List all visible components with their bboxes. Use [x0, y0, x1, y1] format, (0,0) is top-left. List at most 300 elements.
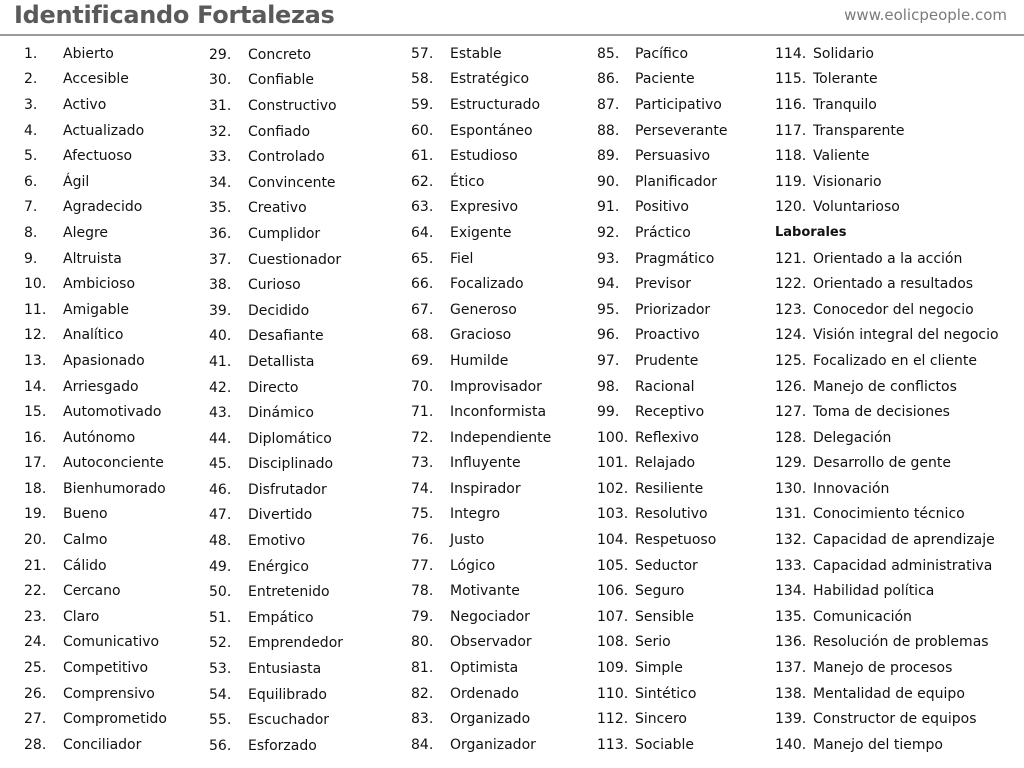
list-item-label: Enérgico	[248, 558, 309, 575]
list-item	[775, 271, 999, 297]
list-item	[24, 451, 167, 477]
list-item-number: 14.	[24, 378, 47, 395]
list-item-label: Estructurado	[450, 96, 541, 113]
list-item-number: 74.	[411, 480, 434, 497]
list-item-number: 88.	[597, 122, 620, 139]
list-item-number: 24.	[24, 634, 47, 651]
strengths-column-4	[597, 41, 727, 758]
list-item	[411, 732, 551, 758]
list-item-label: Agradecido	[63, 199, 143, 216]
list-item	[411, 41, 551, 67]
list-item-number: 63.	[411, 199, 434, 216]
list-item-number: 79.	[411, 608, 434, 625]
list-item-number: 8.	[24, 224, 38, 241]
list-item-label: Humilde	[450, 352, 509, 369]
list-item-label: Prudente	[635, 352, 699, 369]
list-item	[209, 272, 343, 298]
list-item	[597, 118, 727, 144]
list-item-number: 46.	[209, 481, 232, 498]
list-item-label: Cumplidor	[248, 225, 321, 242]
list-item	[24, 67, 167, 93]
list-item-label: Comprometido	[63, 711, 167, 728]
list-item	[209, 298, 343, 324]
list-item-label: Seguro	[635, 583, 685, 600]
list-item-label: Estudioso	[450, 148, 518, 165]
list-item-label: Entretenido	[248, 584, 330, 601]
list-item-label: Comunicación	[813, 608, 912, 625]
list-item-label: Negociador	[450, 608, 530, 625]
list-item	[411, 655, 551, 681]
list-item-label: Relajado	[635, 455, 696, 472]
list-item	[775, 732, 999, 758]
list-item	[597, 143, 727, 169]
list-item	[597, 630, 727, 656]
list-item-number: 80.	[411, 634, 434, 651]
list-item	[597, 67, 727, 93]
list-item-number: 22.	[24, 583, 47, 600]
list-item-label: Controlado	[248, 149, 325, 166]
list-item-number: 110.	[597, 685, 629, 702]
list-item-label: Independiente	[450, 429, 552, 446]
list-item	[775, 425, 999, 451]
list-item-label: Detallista	[248, 353, 315, 370]
list-item	[24, 143, 167, 169]
list-item-label: Tolerante	[813, 71, 878, 88]
list-item-number: 98.	[597, 378, 620, 395]
list-item-number: 100.	[597, 429, 629, 446]
list-item-number: 85.	[597, 45, 620, 62]
list-item-number: 18.	[24, 480, 47, 497]
list-item-label: Inconformista	[450, 404, 547, 421]
list-item	[24, 578, 167, 604]
list-item-label: Desarrollo de gente	[813, 455, 952, 472]
list-item	[24, 118, 167, 144]
list-item	[209, 119, 343, 145]
list-item-label: Reflexivo	[635, 429, 699, 446]
list-item	[597, 246, 727, 272]
list-item	[411, 527, 551, 553]
list-item-label: Participativo	[635, 96, 722, 113]
list-item-number: 120.	[775, 199, 807, 216]
list-item	[775, 323, 999, 349]
list-item-number: 70.	[411, 378, 434, 395]
list-item-number: 112.	[597, 711, 629, 728]
list-item-number: 13.	[24, 352, 47, 369]
list-item	[209, 707, 343, 733]
list-item-label: Toma de decisiones	[813, 404, 950, 421]
list-item	[209, 170, 343, 196]
list-item-label: Organizado	[450, 711, 531, 728]
list-item-number: 91.	[597, 199, 620, 216]
list-item-label: Ordenado	[450, 685, 519, 702]
list-item-label: Ágil	[63, 173, 90, 190]
list-item-number: 102.	[597, 480, 629, 497]
list-item	[597, 195, 727, 221]
list-item-number: 55.	[209, 712, 232, 729]
list-item	[597, 732, 727, 758]
list-item	[209, 426, 343, 452]
list-item	[411, 195, 551, 221]
list-item-label: Visión integral del negocio	[813, 327, 999, 344]
list-item-label: Actualizado	[63, 122, 145, 139]
list-item-label: Comunicativo	[63, 634, 160, 651]
list-item	[411, 220, 551, 246]
list-item-number: 40.	[209, 328, 232, 345]
list-item	[597, 527, 727, 553]
list-item-label: Capacidad de aprendizaje	[813, 532, 995, 549]
list-item-number: 32.	[209, 123, 232, 140]
list-item-label: Altruista	[63, 250, 122, 267]
list-item	[24, 220, 167, 246]
list-item-label: Estratégico	[450, 71, 530, 88]
list-item-label: Cálido	[63, 557, 107, 574]
list-item-number: 25.	[24, 660, 47, 677]
list-item-number: 51.	[209, 609, 232, 626]
list-item	[597, 553, 727, 579]
list-item-label: Orientado a la acción	[813, 250, 963, 267]
list-item-label: Empático	[248, 609, 314, 626]
list-item	[597, 604, 727, 630]
list-item-label: Bueno	[63, 506, 108, 523]
list-item-label: Amigable	[63, 301, 129, 318]
list-item-number: 117.	[775, 122, 807, 139]
list-item-number: 125.	[775, 352, 807, 369]
strengths-column-1	[24, 41, 167, 758]
list-item-number: 72.	[411, 429, 434, 446]
list-item-label: Lógico	[450, 557, 496, 574]
list-item-number: 75.	[411, 506, 434, 523]
strengths-column-2	[209, 42, 343, 759]
list-item	[775, 195, 999, 221]
list-item-label: Escuchador	[248, 712, 330, 729]
list-item-label: Espontáneo	[450, 122, 533, 139]
list-item-number: 7.	[24, 199, 38, 216]
list-item-number: 132.	[775, 532, 807, 549]
list-item-number: 30.	[209, 72, 232, 89]
list-item	[209, 452, 343, 478]
list-item-number: 54.	[209, 686, 232, 703]
list-item-number: 106.	[597, 583, 629, 600]
list-item-number: 4.	[24, 122, 38, 139]
list-item-label: Manejo del tiempo	[813, 736, 943, 753]
list-item	[209, 93, 343, 119]
list-item	[597, 271, 727, 297]
list-item	[411, 348, 551, 374]
list-item	[775, 553, 999, 579]
list-item	[209, 196, 343, 222]
list-item-label: Dinámico	[248, 405, 314, 422]
list-item-label: Decidido	[248, 302, 310, 319]
list-item-label: Sintético	[635, 685, 697, 702]
list-item-label: Improvisador	[450, 378, 542, 395]
list-item	[209, 324, 343, 350]
list-item-label: Autónomo	[63, 429, 136, 446]
list-item-number: 86.	[597, 71, 620, 88]
list-item	[775, 578, 999, 604]
list-item-number: 128.	[775, 429, 807, 446]
list-item	[597, 476, 727, 502]
list-item-number: 50.	[209, 584, 232, 601]
list-item	[24, 706, 167, 732]
list-item-number: 108.	[597, 634, 629, 651]
list-item-label: Gracioso	[450, 327, 512, 344]
list-item	[24, 348, 167, 374]
list-item	[775, 502, 999, 528]
list-item-label: Autoconciente	[63, 455, 164, 472]
list-item	[775, 118, 999, 144]
list-item	[597, 220, 727, 246]
list-item-label: Tranquilo	[813, 96, 877, 113]
list-item-label: Analítico	[63, 327, 124, 344]
list-item-number: 96.	[597, 327, 620, 344]
list-item-number: 122.	[775, 276, 807, 293]
list-item-number: 1.	[24, 45, 38, 62]
list-item-number: 53.	[209, 661, 232, 678]
list-item-label: Cercano	[63, 583, 121, 600]
list-item-number: 105.	[597, 557, 629, 574]
list-item-number: 66.	[411, 276, 434, 293]
list-item-number: 94.	[597, 276, 620, 293]
list-item	[775, 374, 999, 400]
list-item-label: Transparente	[813, 122, 905, 139]
list-item	[209, 349, 343, 375]
list-item	[209, 733, 343, 759]
list-item	[411, 425, 551, 451]
list-item-number: 92.	[597, 224, 620, 241]
list-item	[411, 143, 551, 169]
list-item-number: 124.	[775, 327, 807, 344]
list-item	[411, 451, 551, 477]
list-item	[597, 92, 727, 118]
list-item-label: Perseverante	[635, 122, 728, 139]
list-item-number: 95.	[597, 301, 620, 318]
list-item-number: 16.	[24, 429, 47, 446]
list-item	[775, 297, 999, 323]
list-item-label: Estable	[450, 45, 502, 62]
list-item-label: Mentalidad de equipo	[813, 685, 965, 702]
list-item	[411, 681, 551, 707]
list-item-label: Delegación	[813, 429, 892, 446]
list-item	[775, 630, 999, 656]
list-item-number: 69.	[411, 352, 434, 369]
list-item	[411, 553, 551, 579]
list-item-number: 57.	[411, 45, 434, 62]
list-item-number: 137.	[775, 660, 807, 677]
list-item-label: Generoso	[450, 301, 517, 318]
list-item-number: 11.	[24, 301, 47, 318]
list-item	[775, 143, 999, 169]
list-item	[209, 579, 343, 605]
list-item	[597, 578, 727, 604]
list-item	[209, 68, 343, 94]
list-item-label: Equilibrado	[248, 686, 327, 703]
list-item-label: Ético	[450, 173, 485, 190]
list-item	[775, 451, 999, 477]
list-item-number: 56.	[209, 737, 232, 754]
list-item	[411, 502, 551, 528]
list-item-number: 77.	[411, 557, 434, 574]
list-item-label: Focalizado en el cliente	[813, 352, 977, 369]
list-item	[411, 118, 551, 144]
list-item-label: Capacidad administrativa	[813, 557, 993, 574]
list-item-label: Simple	[635, 660, 683, 677]
list-item-label: Exigente	[450, 224, 512, 241]
list-item-number: 26.	[24, 685, 47, 702]
list-item-label: Creativo	[248, 200, 307, 217]
list-item-number: 52.	[209, 635, 232, 652]
list-item-label: Proactivo	[635, 327, 700, 344]
list-item	[597, 681, 727, 707]
list-item-number: 126.	[775, 378, 807, 395]
list-item-number: 116.	[775, 96, 807, 113]
list-item-number: 133.	[775, 557, 807, 574]
list-item-label: Racional	[635, 378, 695, 395]
list-item-number: 127.	[775, 404, 807, 421]
list-item	[775, 246, 999, 272]
list-item	[597, 348, 727, 374]
list-item	[209, 554, 343, 580]
list-item	[411, 578, 551, 604]
list-item-number: 129.	[775, 455, 807, 472]
list-item	[209, 682, 343, 708]
strengths-column-3	[411, 41, 551, 758]
list-item-label: Pacífico	[635, 45, 689, 62]
list-item	[24, 41, 167, 67]
list-item-label: Concreto	[248, 46, 312, 63]
list-item	[411, 630, 551, 656]
list-item	[411, 476, 551, 502]
list-item-label: Expresivo	[450, 199, 519, 216]
list-item	[411, 92, 551, 118]
list-item-number: 97.	[597, 352, 620, 369]
strengths-column-5	[775, 41, 999, 758]
list-item	[597, 655, 727, 681]
website-url: www.eolicpeople.com	[844, 6, 1007, 24]
list-item-label: Emotivo	[248, 533, 306, 550]
list-item	[24, 425, 167, 451]
list-item-number: 76.	[411, 532, 434, 549]
list-item-number: 38.	[209, 277, 232, 294]
list-item-number: 87.	[597, 96, 620, 113]
list-item-label: Sincero	[635, 711, 687, 728]
list-item	[597, 706, 727, 732]
list-item-label: Previsor	[635, 276, 692, 293]
list-item-number: 33.	[209, 149, 232, 166]
list-item-label: Curioso	[248, 277, 301, 294]
header-divider	[0, 34, 1024, 36]
list-item-label: Accesible	[63, 71, 129, 88]
list-item-label: Automotivado	[63, 404, 162, 421]
list-item-label: Desafiante	[248, 328, 324, 345]
list-item-label: Disciplinado	[248, 456, 334, 473]
list-item-number: 138.	[775, 685, 807, 702]
list-item-label: Resolutivo	[635, 506, 708, 523]
list-item	[775, 399, 999, 425]
list-item-number: 119.	[775, 173, 807, 190]
list-item-label: Optimista	[450, 660, 519, 677]
list-item	[24, 655, 167, 681]
list-item-label: Constructor de equipos	[813, 711, 977, 728]
list-item-label: Orientado a resultados	[813, 276, 974, 293]
list-item-label: Organizador	[450, 736, 536, 753]
list-item-number: 123.	[775, 301, 807, 318]
list-item-label: Disfrutador	[248, 481, 327, 498]
list-item-number: 9.	[24, 250, 38, 267]
list-item-label: Activo	[63, 96, 107, 113]
list-item-number: 82.	[411, 685, 434, 702]
list-item-number: 34.	[209, 174, 232, 191]
list-item	[775, 41, 999, 67]
list-item	[209, 400, 343, 426]
list-item-number: 59.	[411, 96, 434, 113]
list-item-label: Entusiasta	[248, 661, 322, 678]
list-item	[597, 502, 727, 528]
list-item-label: Paciente	[635, 71, 695, 88]
list-item	[597, 297, 727, 323]
list-item-number: 67.	[411, 301, 434, 318]
list-item-label: Valiente	[813, 148, 870, 165]
list-item-label: Ambicioso	[63, 276, 136, 293]
list-item-label: Observador	[450, 634, 532, 651]
list-item	[24, 476, 167, 502]
list-item-number: 2.	[24, 71, 38, 88]
list-item-number: 89.	[597, 148, 620, 165]
list-item	[411, 374, 551, 400]
list-item-label: Resiliente	[635, 480, 704, 497]
list-item-number: 27.	[24, 711, 47, 728]
list-item-number: 134.	[775, 583, 807, 600]
list-item-number: 23.	[24, 608, 47, 625]
list-item	[411, 246, 551, 272]
list-item-number: 139.	[775, 711, 807, 728]
list-item-number: 44.	[209, 430, 232, 447]
list-item-label: Bienhumorado	[63, 480, 166, 497]
list-item	[411, 399, 551, 425]
list-item-number: 21.	[24, 557, 47, 574]
list-item	[597, 451, 727, 477]
list-item-label: Arriesgado	[63, 378, 139, 395]
list-item-number: 6.	[24, 173, 38, 190]
list-item-label: Integro	[450, 506, 501, 523]
list-item-number: 29.	[209, 46, 232, 63]
list-item	[24, 681, 167, 707]
list-item-label: Resolución de problemas	[813, 634, 989, 651]
list-item-number: 58.	[411, 71, 434, 88]
list-item-label: Seductor	[635, 557, 698, 574]
list-item	[597, 169, 727, 195]
list-item	[24, 271, 167, 297]
list-item	[24, 246, 167, 272]
list-item	[597, 374, 727, 400]
list-item-number: 114.	[775, 45, 807, 62]
list-item	[597, 399, 727, 425]
list-item-number: 83.	[411, 711, 434, 728]
list-item	[411, 323, 551, 349]
list-item	[209, 144, 343, 170]
list-item	[597, 425, 727, 451]
list-item-number: 107.	[597, 608, 629, 625]
list-item-number: 81.	[411, 660, 434, 677]
list-item-number: 121.	[775, 250, 807, 267]
list-item-label: Alegre	[63, 224, 109, 241]
list-item	[209, 503, 343, 529]
list-item	[24, 399, 167, 425]
list-item-label: Apasionado	[63, 352, 145, 369]
list-item-number: 115.	[775, 71, 807, 88]
list-item	[411, 67, 551, 93]
list-item-label: Inspirador	[450, 480, 521, 497]
list-item-number: 118.	[775, 148, 807, 165]
